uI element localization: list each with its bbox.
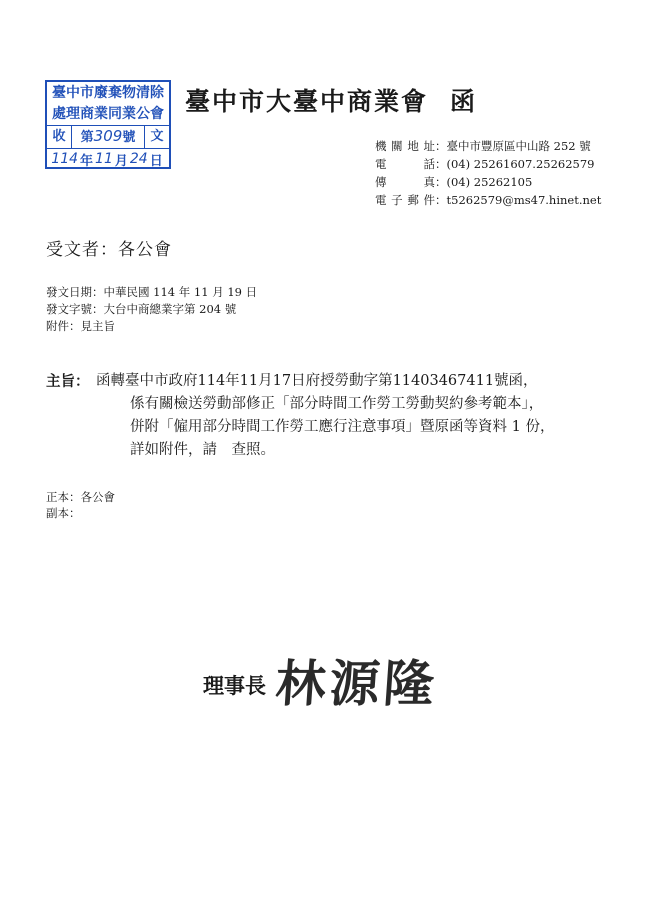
main-recipients: 正本：各公會 (46, 490, 115, 504)
stamp-day-label: 日 (149, 153, 163, 169)
stamp-year: 114 (51, 151, 79, 167)
recipient: 受文者：各公會 (46, 240, 172, 260)
fax-label: 傳 真 (375, 175, 435, 189)
stamp-org-line1: 臺中市廢棄物清除 (52, 85, 164, 101)
subject-line-2: 係有關檢送勞動部修正「部分時間工作勞工勞動契約參考範本」， (130, 396, 544, 412)
stamp-number (72, 126, 144, 148)
stamp-organization (47, 82, 169, 126)
stamp-year-label: 年 (80, 153, 94, 169)
document-type: 函 (450, 87, 478, 116)
signatory-role: 理事長 (203, 673, 266, 698)
fax-value: ：(04) 25262105 (435, 175, 533, 189)
stamp-no-suffix: 號 (122, 130, 136, 145)
stamp-month-label: 月 (114, 153, 128, 169)
email-line (375, 191, 601, 209)
stamp-org-line2: 處理商業同業公會 (52, 106, 164, 122)
stamp-month: 11 (95, 151, 113, 167)
document-title (185, 82, 477, 118)
contact-info (375, 137, 601, 209)
subject-line-4: 詳如附件，請 查照。 (130, 442, 275, 458)
issuing-organization: 臺中市大臺中商業會 (185, 87, 429, 116)
cc-recipients: 副本： (46, 506, 81, 520)
stamp-doc-label: 文 (144, 126, 169, 148)
issue-date: 發文日期：中華民國 114 年 11 月 19 日 (46, 285, 258, 299)
document-number: 發文字號：大台中商總業字第 204 號 (46, 302, 237, 316)
email-label: 電子郵件 (375, 193, 435, 207)
fax-line (375, 173, 601, 191)
address-value: ：臺中市豐原區中山路 252 號 (435, 139, 591, 153)
address-label: 機關地址 (375, 139, 435, 153)
stamp-receipt-number-row (47, 126, 169, 149)
stamp-no-value: 309 (93, 127, 123, 145)
signature-block (203, 650, 440, 713)
distribution (46, 489, 115, 521)
stamp-recv-label: 收 (47, 126, 72, 148)
stamp-date-row (47, 149, 169, 169)
email-value: ：t5262579@ms47.hinet.net (435, 193, 602, 207)
stamp-day: 24 (129, 151, 148, 167)
address-line (375, 137, 601, 155)
receipt-stamp (45, 80, 171, 169)
signatory-name: 林源隆 (273, 655, 440, 713)
subject-line-3: 併附「僱用部分時間工作勞工應行注意事項」暨原函等資料 1 份， (130, 419, 555, 435)
stamp-no-prefix: 第 (80, 130, 94, 145)
attachment-note: 附件：見主旨 (46, 319, 115, 333)
subject-label: 主旨： (46, 373, 90, 390)
phone-line (375, 155, 601, 173)
phone-label: 電 話 (375, 157, 435, 171)
phone-value: ：(04) 25261607.25262579 (435, 157, 595, 171)
document-meta (46, 284, 257, 335)
subject-line-1: 函轉臺中市政府114年11月17日府授勞動字第11403467411號函， (96, 373, 538, 389)
